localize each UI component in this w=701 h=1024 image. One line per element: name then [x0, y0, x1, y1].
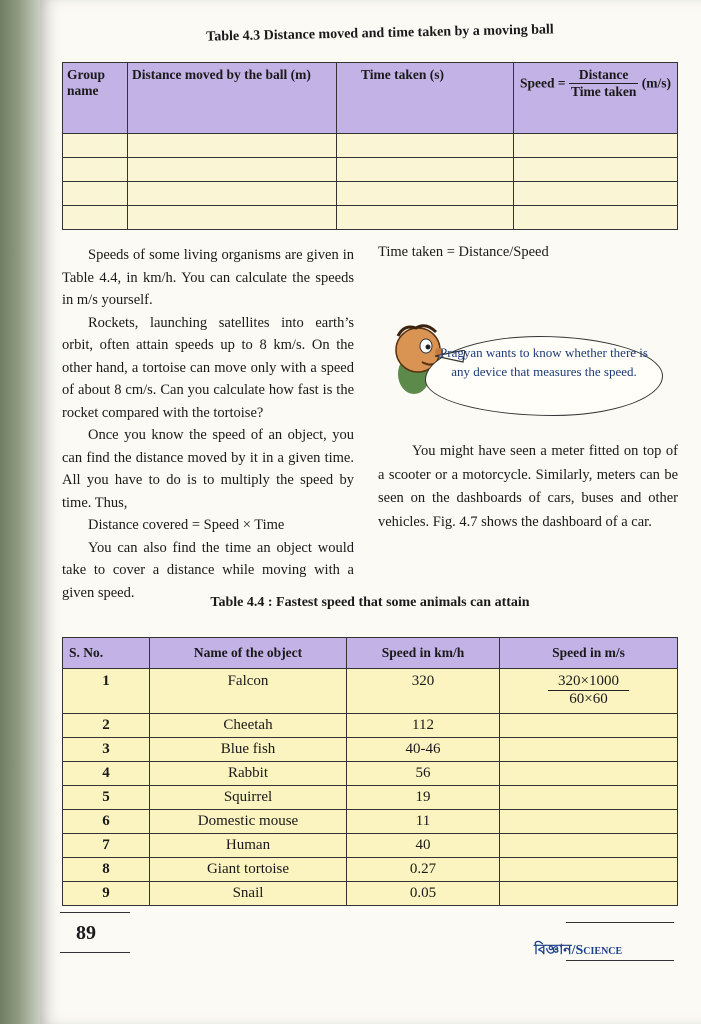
row-speed-ms	[500, 669, 678, 714]
row-speed-ms	[500, 714, 678, 738]
row-sno: 8	[63, 858, 150, 882]
speed-denominator: Time taken	[570, 84, 637, 99]
header-speed-kmh: Speed in km/h	[347, 638, 500, 669]
speed-label: Speed =	[520, 75, 566, 91]
table-row	[63, 834, 678, 858]
table-cell	[514, 158, 678, 182]
falcon-speed-fraction	[548, 673, 629, 708]
row-speed-ms	[500, 810, 678, 834]
formula-distance-covered: Distance covered = Speed × Time	[88, 517, 285, 533]
row-sno: 7	[63, 834, 150, 858]
table-cell	[337, 206, 514, 230]
row-speed-kmh: 0.27	[347, 858, 500, 882]
speech-bubble-text: Pragyan wants to know whether there is any device that measures the speed.	[440, 345, 648, 379]
table-row	[63, 714, 678, 738]
falcon-numerator: 320×1000	[548, 673, 629, 691]
book-binding	[0, 0, 40, 1024]
table-row	[63, 762, 678, 786]
table-cell	[337, 158, 514, 182]
subject-bengali: বিজ্ঞান	[534, 942, 572, 958]
row-speed-kmh: 11	[347, 810, 500, 834]
table-cell	[337, 182, 514, 206]
row-speed-kmh: 56	[347, 762, 500, 786]
falcon-denominator: 60×60	[569, 691, 608, 707]
table-row	[63, 206, 678, 230]
row-sno: 1	[63, 669, 150, 714]
row-speed-ms	[500, 882, 678, 906]
row-sno: 9	[63, 882, 150, 906]
footer-rule-right	[566, 922, 674, 923]
row-speed-ms	[500, 786, 678, 810]
header-sno: S. No.	[63, 638, 150, 669]
table-cell	[514, 182, 678, 206]
row-name: Rabbit	[150, 762, 347, 786]
table-row	[63, 786, 678, 810]
header-distance-moved: Distance moved by the ball (m)	[128, 63, 337, 134]
row-speed-kmh: 19	[347, 786, 500, 810]
row-name: Falcon	[150, 669, 347, 714]
paragraph-speedometer: You might have seen a meter fitted on top of a scooter or a motorcycle. Similarly, meters can be seen on the dashboards of cars, buses and other vehicles. Fig. 4.7 shows the dashboard of a car.	[378, 443, 678, 530]
page-number: 89	[76, 922, 96, 944]
row-name: Squirrel	[150, 786, 347, 810]
header-name: Name of the object	[150, 638, 347, 669]
row-sno: 4	[63, 762, 150, 786]
row-name: Blue fish	[150, 738, 347, 762]
footer-rule-left	[60, 912, 130, 913]
book-page	[40, 0, 701, 1024]
paragraph-time: You can also find the time an object would take to cover a distance while moving with a given speed.	[62, 539, 354, 601]
paragraph-speeds-intro: Speeds of some living organisms are given in Table 4.4, in km/h. You can calculate the speeds in m/s yourself.	[62, 247, 354, 308]
table-row	[63, 134, 678, 158]
left-column	[62, 244, 354, 604]
row-name: Domestic mouse	[150, 810, 347, 834]
header-group-name: Group name	[63, 63, 128, 134]
table-cell	[63, 158, 128, 182]
table-4-4-caption: Table 4.4 : Fastest speed that some animals can attain	[210, 595, 530, 610]
row-speed-kmh: 40-46	[347, 738, 500, 762]
table-row	[63, 738, 678, 762]
table-header-row	[63, 638, 678, 669]
row-sno: 3	[63, 738, 150, 762]
row-sno: 2	[63, 714, 150, 738]
footer-subject	[534, 938, 622, 962]
row-speed-ms	[500, 762, 678, 786]
paragraph-rockets: Rockets, launching satellites into earth’s orbit, often attain speeds up to 8 km/s. On the other hand, a tortoise can move only with a speed of about 8 cm/s. Can you calculate how fast is the rocket compared with the tortoise?	[62, 314, 354, 421]
row-speed-ms	[500, 834, 678, 858]
subject-english: /Science	[571, 943, 623, 958]
table-row	[63, 882, 678, 906]
row-speed-kmh: 320	[347, 669, 500, 714]
header-time-taken: Time taken (s)	[337, 63, 514, 134]
header-speed	[514, 63, 678, 134]
table-cell	[63, 206, 128, 230]
table-cell	[128, 158, 337, 182]
row-sno: 6	[63, 810, 150, 834]
table-cell	[514, 134, 678, 158]
speed-fraction	[569, 67, 638, 100]
table-4-4	[62, 637, 678, 906]
speed-unit: (m/s)	[641, 75, 671, 91]
table-row	[63, 669, 678, 714]
row-speed-kmh: 40	[347, 834, 500, 858]
table-4-3	[62, 62, 678, 230]
footer-rule-right-bottom	[566, 960, 674, 961]
row-speed-kmh: 0.05	[347, 882, 500, 906]
table-cell	[128, 206, 337, 230]
table-cell	[128, 182, 337, 206]
formula-time-taken: Time taken = Distance/Speed	[378, 244, 549, 260]
row-speed-kmh: 112	[347, 714, 500, 738]
header-speed-ms: Speed in m/s	[500, 638, 678, 669]
row-name: Giant tortoise	[150, 858, 347, 882]
row-speed-ms	[500, 858, 678, 882]
table-row	[63, 858, 678, 882]
row-sno: 5	[63, 786, 150, 810]
table-row	[63, 182, 678, 206]
footer-rule-left-bottom	[60, 952, 130, 953]
table-cell	[337, 134, 514, 158]
table-4-3-caption: Table 4.3 Distance moved and time taken by a moving ball	[206, 22, 554, 45]
row-speed-ms	[500, 738, 678, 762]
speed-numerator: Distance	[569, 67, 638, 84]
row-name: Human	[150, 834, 347, 858]
row-name: Snail	[150, 882, 347, 906]
table-row	[63, 158, 678, 182]
row-name: Cheetah	[150, 714, 347, 738]
table-cell	[128, 134, 337, 158]
table-cell	[514, 206, 678, 230]
table-cell	[63, 134, 128, 158]
table-cell	[63, 182, 128, 206]
table-row	[63, 810, 678, 834]
paragraph-distance: Once you know the speed of an object, you can find the distance moved by it in a given time. All you have to do is to multiply the speed by time. Thus,	[62, 427, 354, 511]
